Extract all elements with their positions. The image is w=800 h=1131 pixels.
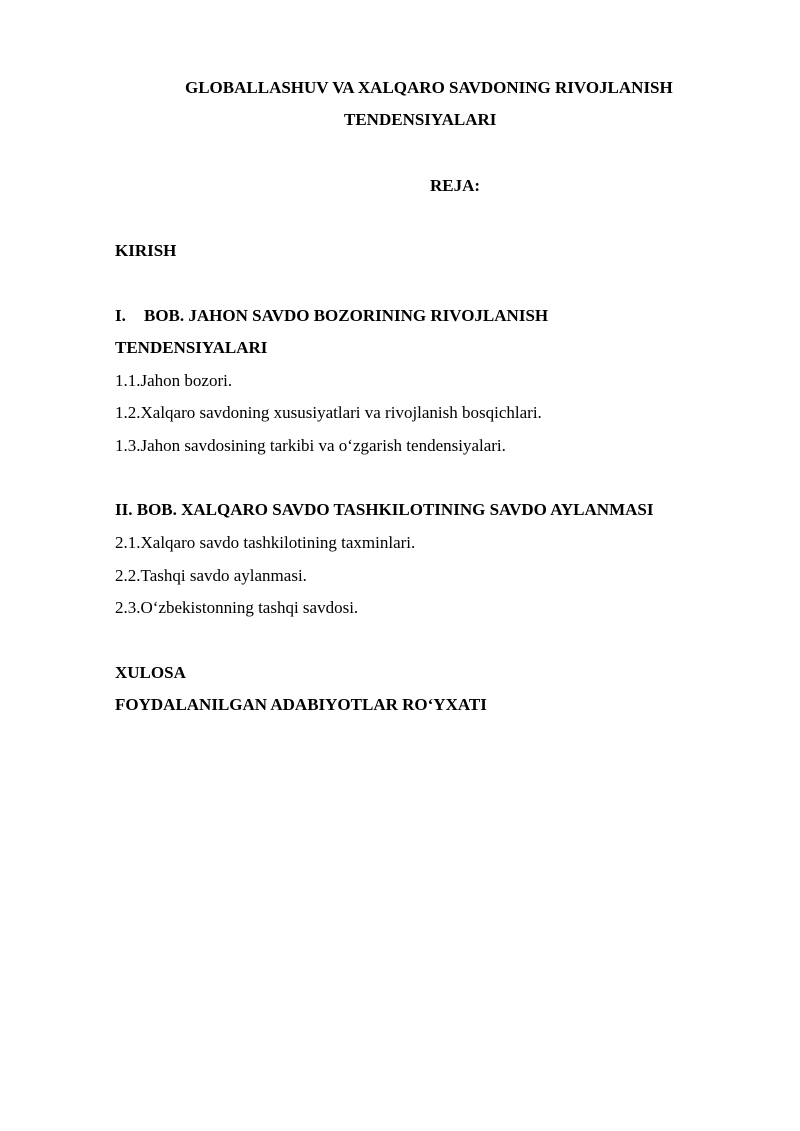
- chapter1-number: I.: [115, 306, 126, 325]
- plan-heading: REJA:: [430, 176, 481, 195]
- section-1-3: 1.3.Jahon savdosining tarkibi va o‘zgarish tendensiyalari.: [115, 436, 506, 455]
- references-heading: FOYDALANILGAN ADABIYOTLAR RO‘YXATI: [115, 695, 487, 714]
- introduction-heading: KIRISH: [115, 241, 177, 260]
- section-1-1: 1.1.Jahon bozori.: [115, 371, 233, 390]
- section-2-2: 2.2.Tashqi savdo aylanmasi.: [115, 566, 307, 585]
- document-title-line1: GLOBALLASHUV VA XALQARO SAVDONING RIVOJLANISH: [185, 78, 673, 97]
- chapter1-title-line1: BOB. JAHON SAVDO BOZORINING RIVOJLANISH: [144, 306, 549, 325]
- conclusion-heading: XULOSA: [115, 663, 186, 682]
- section-2-1: 2.1.Xalqaro savdo tashkilotining taxminlari.: [115, 533, 416, 552]
- section-1-2: 1.2.Xalqaro savdoning xususiyatlari va rivojlanish bosqichlari.: [115, 403, 542, 422]
- chapter1-title: [115, 306, 548, 326]
- chapter2-title: II. BOB. XALQARO SAVDO TASHKILOTINING SAVDO AYLANMASI: [115, 500, 654, 519]
- document-title-line2: TENDENSIYALARI: [344, 110, 497, 129]
- section-2-3: 2.3.O‘zbekistonning tashqi savdosi.: [115, 598, 359, 617]
- chapter1-title-line2: TENDENSIYALARI: [115, 338, 268, 357]
